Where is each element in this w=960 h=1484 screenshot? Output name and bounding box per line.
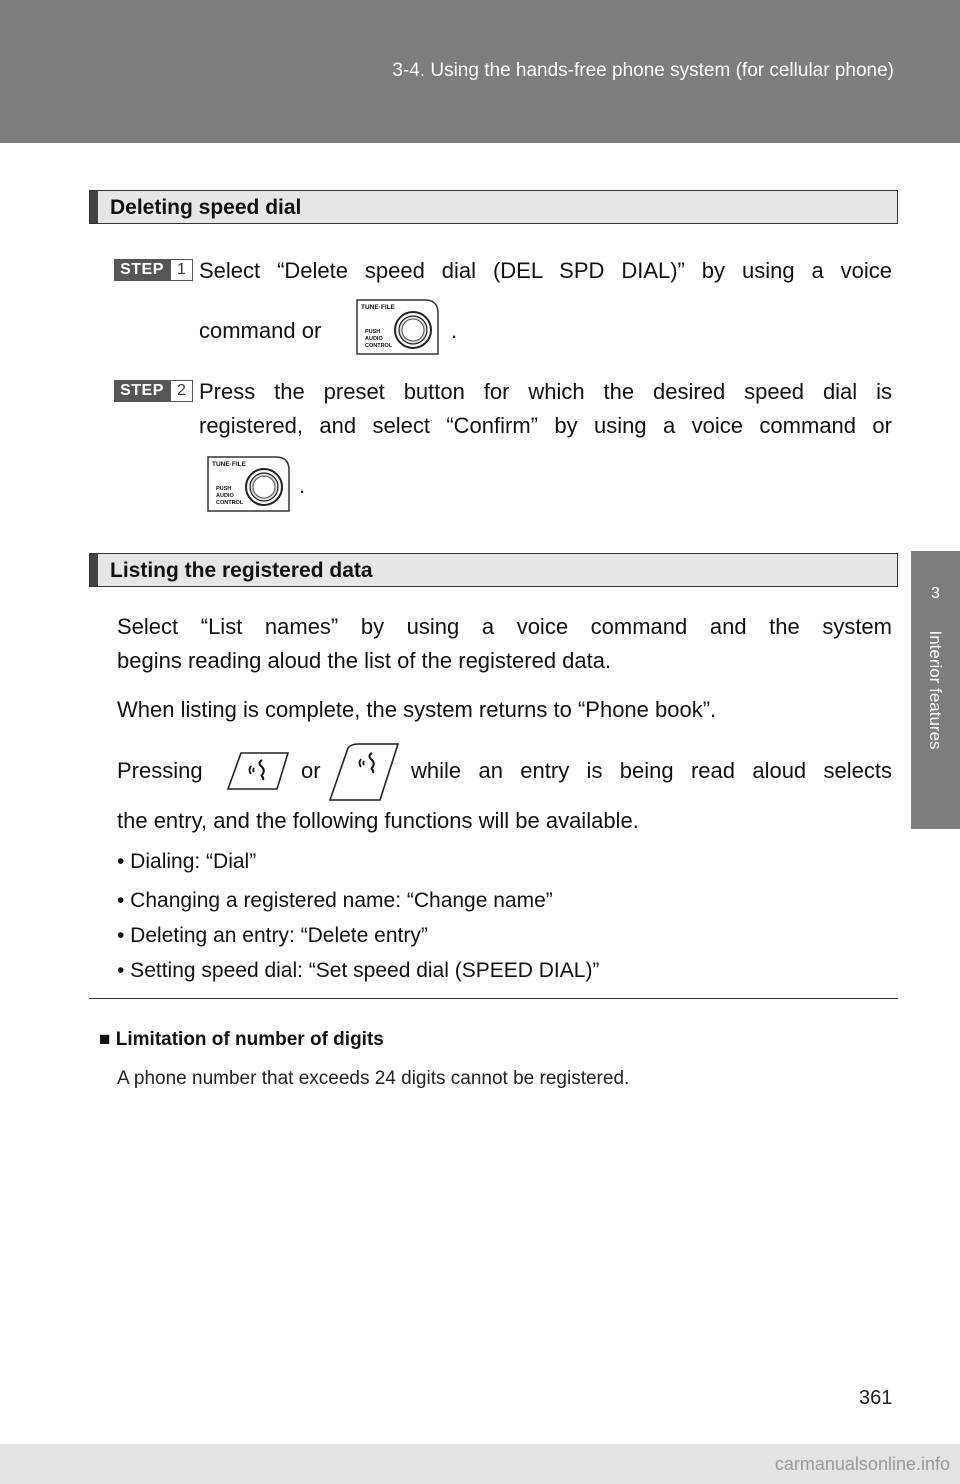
bullet-delete-entry: • Deleting an entry: “Delete entry” [117, 924, 428, 947]
bullet-change-name: • Changing a registered name: “Change name” [117, 889, 553, 912]
step-1-badge [114, 259, 192, 281]
section-heading-text: Deleting speed dial [110, 196, 302, 219]
section-heading-deleting [89, 190, 898, 224]
knob-label-top: TUNE·FILE [361, 304, 395, 311]
bullet-dialing: • Dialing: “Dial” [117, 850, 257, 873]
chapter-label: Interior features [926, 630, 945, 750]
paragraph-3-pressing: Pressing [117, 758, 203, 783]
heading-bar [90, 191, 98, 223]
chapter-number: 3 [931, 585, 940, 602]
paragraph-1-line-1: Select “List names” by using a voice command and the system [117, 614, 892, 639]
talk-switch-icon [225, 750, 291, 792]
step-number: 1 [170, 259, 193, 281]
step-2-line-3: . [299, 473, 306, 498]
paragraph-1-line-2: begins reading aloud the list of the registered data. [117, 648, 612, 673]
step-label: STEP [114, 259, 170, 281]
header-title: 3-4. Using the hands-free phone system (for cellular phone) [392, 60, 894, 81]
step-1-line-2b: . [451, 318, 458, 343]
page-header [0, 0, 960, 143]
paragraph-3-rest: while an entry is being read aloud selects [411, 758, 892, 783]
step-number: 2 [170, 380, 193, 402]
knob-label-control: CONTROL [216, 500, 244, 506]
step-2-badge [114, 380, 192, 402]
note-text: A phone number that exceeds 24 digits cannot be registered. [117, 1068, 630, 1089]
step-2-line-1: Press the preset button for which the desired speed dial is [199, 379, 892, 404]
step-1-line-1: Select “Delete speed dial (DEL SPD DIAL)” by using a voice [199, 258, 892, 283]
page-number: 361 [859, 1387, 893, 1409]
step-label: STEP [114, 380, 170, 402]
tune-file-knob-icon [355, 298, 440, 356]
paragraph-2: When listing is complete, the system returns to “Phone book”. [117, 697, 717, 722]
knob-label-control: CONTROL [365, 343, 393, 349]
talk-switch-large-icon [328, 742, 400, 802]
knob-label-audio: AUDIO [216, 493, 234, 499]
paragraph-3-or: or [301, 758, 321, 783]
step-1-line-2a: command or [199, 318, 322, 343]
knob-label-push: PUSH [216, 486, 232, 492]
section-heading-listing [89, 553, 898, 587]
paragraph-3-line-2: the entry, and the following functions will be available. [117, 808, 639, 833]
bullet-speed-dial: • Setting speed dial: “Set speed dial (SPEED DIAL)” [117, 959, 600, 982]
divider [89, 998, 898, 999]
heading-bar [90, 554, 98, 586]
footer-watermark: carmanualsonline.info [774, 1454, 950, 1474]
tune-file-knob-icon [206, 455, 291, 513]
knob-label-audio: AUDIO [365, 336, 383, 342]
note-title: ■ Limitation of number of digits [99, 1029, 384, 1050]
knob-label-top: TUNE·FILE [212, 461, 246, 468]
footer-bar [0, 1444, 960, 1484]
section-heading-text: Listing the registered data [110, 559, 373, 582]
knob-label-push: PUSH [365, 329, 381, 335]
step-2-line-2: registered, and select “Confirm” by using a voice command or [199, 413, 892, 438]
